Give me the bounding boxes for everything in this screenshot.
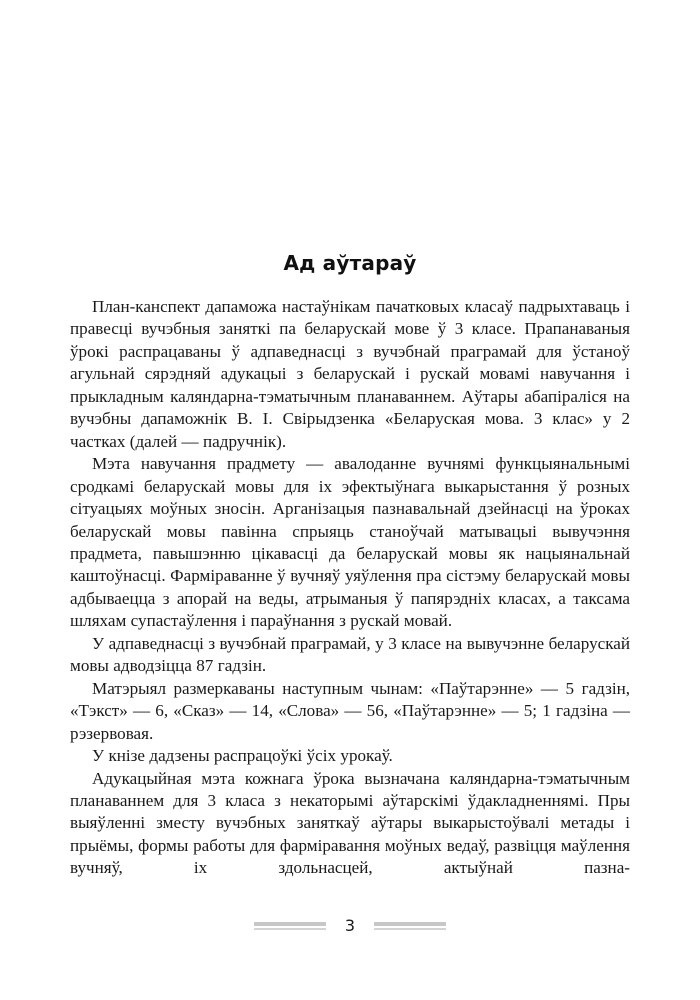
paragraph: У адпаведнасці з вучэбнай праграмай, у 3 класе на вывучэнне беларускай мовы адводзіцца 87 гадзін. <box>70 633 630 676</box>
page-title: Ад аўтараў <box>283 251 417 275</box>
paragraph: У кнізе дадзены распрацоўкі ўсіх урокаў. <box>92 746 393 766</box>
ornament-bar-thin <box>254 928 326 930</box>
paragraph: Мэта навучання прадмету — авалоданне вучнямі функцыянальнымі сродкамі беларускай мовы для іх эфектыўнага выкарыстання ў розных сітуацыях моўных зносін. Арганізацыя пазнавальнай дзейнасці на ўроках беларускай мовы павінна спрыяць станоўчай матывацыі вывучэння прадмета, павышэнню цікавасці да беларускай мовы як нацыянальнай каштоўнасці. Фарміраванне ў вучняў уяўлення пра сістэму беларускай мовы адбываецца з апорай на веды, атрыманыя ў папярэдніх класах, а таксама шляхам супастаўлення і параўнання з рускай мовай. <box>70 454 630 631</box>
paragraph: Матэрыял размеркаваны наступным чынам: «Паўтарэнне» — 5 гадзін, «Тэкст» — 6, «Сказ» — 14, «Слова» — 56, «Паўтарэнне» — 5; 1 гадзіна — рэзервовая. <box>70 678 630 743</box>
paragraph: Адукацыйная мэта кожнага ўрока вызначана каляндарна-тэматычным планаваннем для 3 класа з некаторымі аўтарскімі ўдакладненнямі. Пры выяўленні зместу вучэбных заняткаў аўтары выкарыстоўвалі метады і прыёмы, формы работы для фарміравання моўных ведаў, развіцця маўлення вучняў, іх здольнасцей, актыўнай пазна- <box>70 768 630 878</box>
body-text <box>70 296 630 880</box>
page-number: 3 <box>344 916 356 935</box>
rule-ornament-left <box>254 922 326 930</box>
page-content <box>70 250 630 880</box>
page-footer <box>0 918 700 934</box>
paragraph: План-канспект дапаможа настаўнікам пачатковых класаў падрыхтаваць і правесці вучэбныя заняткі па беларускай мове ў 3 класе. Прапанаваныя ўрокі распрацаваны ў адпаведнасці з вучэбнай праграмай для ўстаноў агульнай сярэдняй адукацыі з беларускай і рускай мовамі навучання і прыкладным каляндарна-тэматычным планаваннем. Аўтары абапіраліся на вучэбны дапаможнік В. І. Свірыдзенка «Беларуская мова. 3 клас» у 2 частках (далей — падручнік). <box>70 297 630 451</box>
rule-ornament-right <box>374 922 446 930</box>
ornament-bar-thin <box>374 928 446 930</box>
